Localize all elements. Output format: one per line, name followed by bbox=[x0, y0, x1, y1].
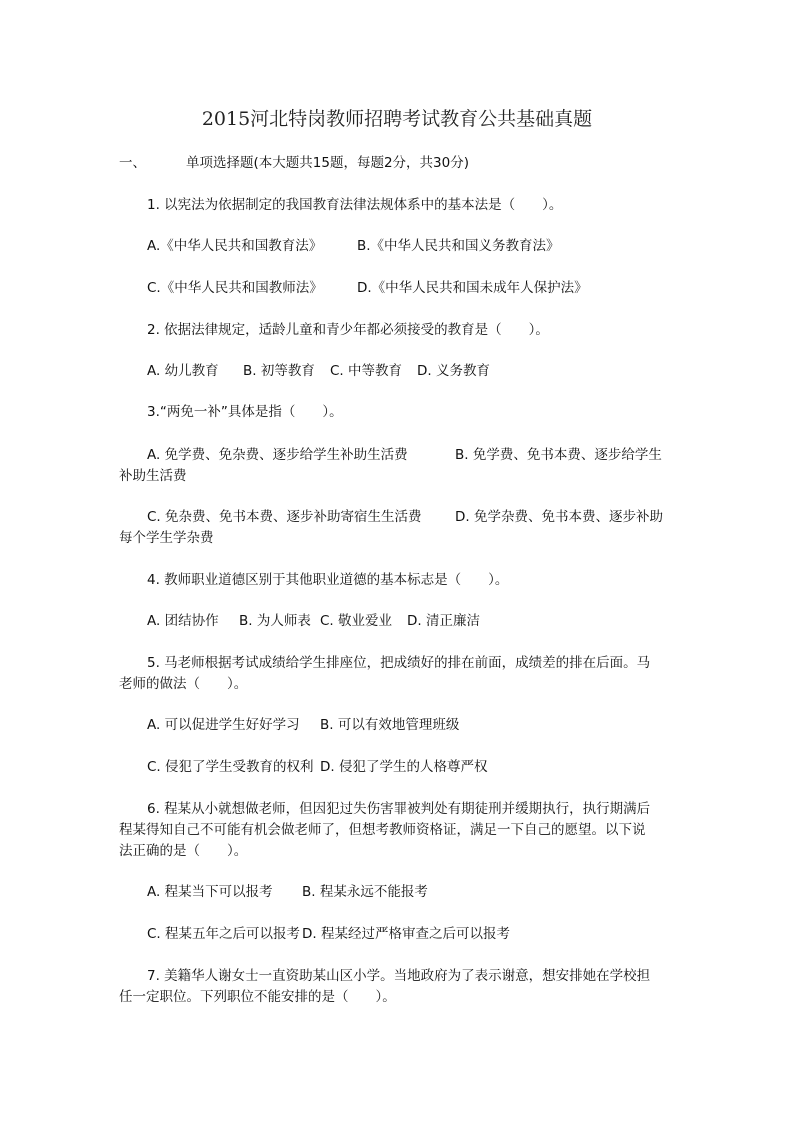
question-3: 3.“两免一补”具体是指（ ）。 bbox=[147, 404, 343, 420]
q3-option-d: D. 免学杂费、免书本费、逐步补助 bbox=[455, 509, 663, 525]
q2-option-b: B. 初等教育 bbox=[243, 363, 315, 379]
q1-option-d: D.《中华人民共和国未成年人保护法》 bbox=[357, 280, 588, 296]
q2-options bbox=[147, 361, 490, 382]
question-7-line1: 7. 美籍华人谢女士一直资助某山区小学。当地政府为了表示谢意，想安排她在学校担 bbox=[147, 968, 651, 984]
q5-option-d: D. 侵犯了学生的人格尊严权 bbox=[320, 759, 488, 775]
q6-option-c: C. 程某五年之后可以报考 bbox=[147, 926, 301, 942]
document-title: 2015河北特岗教师招聘考试教育公共基础真题 bbox=[201, 108, 593, 130]
q1-option-a: A.《中华人民共和国教育法》 bbox=[147, 238, 323, 254]
q2-option-d: D. 义务教育 bbox=[417, 363, 490, 379]
q5-option-a: A. 可以促进学生好好学习 bbox=[147, 717, 300, 733]
q3-option-a: A. 免学费、免杂费、逐步给学生补助生活费 bbox=[147, 447, 408, 463]
section-heading bbox=[119, 153, 469, 174]
q5-options-row2 bbox=[147, 757, 487, 778]
question-1: 1. 以宪法为依据制定的我国教育法律法规体系中的基本法是（ ）。 bbox=[147, 197, 563, 213]
q3-option-b-cont: 补助生活费 bbox=[119, 468, 187, 484]
q3-option-c: C. 免杂费、免书本费、逐步补助寄宿生生活费 bbox=[147, 509, 422, 525]
q4-option-d: D. 清正廉洁 bbox=[407, 613, 480, 629]
q6-options-row1 bbox=[147, 882, 428, 903]
q3-options-row2 bbox=[147, 507, 663, 528]
section-number: 一、 bbox=[119, 155, 146, 171]
section-text: 单项选择题(本大题共15题，每题2分，共30分) bbox=[186, 155, 469, 171]
q3-option-b: B. 免学费、免书本费、逐步给学生 bbox=[455, 447, 662, 463]
q2-option-c: C. 中等教育 bbox=[330, 363, 403, 379]
q1-option-b: B.《中华人民共和国义务教育法》 bbox=[357, 238, 560, 254]
q1-options-row1 bbox=[147, 236, 560, 257]
q1-option-c: C.《中华人民共和国教师法》 bbox=[147, 280, 323, 296]
question-6-line1: 6. 程某从小就想做老师，但因犯过失伤害罪被判处有期徒刑并缓期执行，执行期满后 bbox=[147, 801, 651, 817]
q5-option-b: B. 可以有效地管理班级 bbox=[320, 717, 460, 733]
q6-option-a: A. 程某当下可以报考 bbox=[147, 884, 273, 900]
q1-options-row2 bbox=[147, 278, 588, 299]
q6-option-d: D. 程某经过严格审查之后可以报考 bbox=[302, 926, 510, 942]
q6-option-b: B. 程某永远不能报考 bbox=[302, 884, 428, 900]
q4-option-b: B. 为人师表 bbox=[239, 613, 311, 629]
q6-options-row2 bbox=[147, 924, 510, 945]
question-5-line1: 5. 马老师根据考试成绩给学生排座位，把成绩好的排在前面，成绩差的排在后面。马 bbox=[147, 655, 651, 671]
q4-option-a: A. 团结协作 bbox=[147, 613, 219, 629]
question-4: 4. 教师职业道德区别于其他职业道德的基本标志是（ ）。 bbox=[147, 572, 509, 588]
question-6-line2: 程某得知自己不可能有机会做老师了，但想考教师资格证，满足一下自己的愿望。以下说 bbox=[119, 822, 646, 838]
q3-options-row1 bbox=[147, 445, 662, 466]
q5-option-c: C. 侵犯了学生受教育的权利 bbox=[147, 759, 314, 775]
q5-options-row1 bbox=[147, 715, 459, 736]
q4-options bbox=[147, 611, 480, 632]
q2-option-a: A. 幼儿教育 bbox=[147, 363, 219, 379]
question-6-line3: 法正确的是（ ）。 bbox=[119, 843, 248, 859]
q4-option-c: C. 敬业爱业 bbox=[320, 613, 393, 629]
question-7-line2: 任一定职位。下列职位不能安排的是（ ）。 bbox=[119, 989, 396, 1005]
q3-option-d-cont: 每个学生学杂费 bbox=[119, 530, 214, 546]
question-2: 2. 依据法律规定，适龄儿童和青少年都必须接受的教育是（ ）。 bbox=[147, 322, 549, 338]
question-5-line2: 老师的做法（ ）。 bbox=[119, 676, 248, 692]
